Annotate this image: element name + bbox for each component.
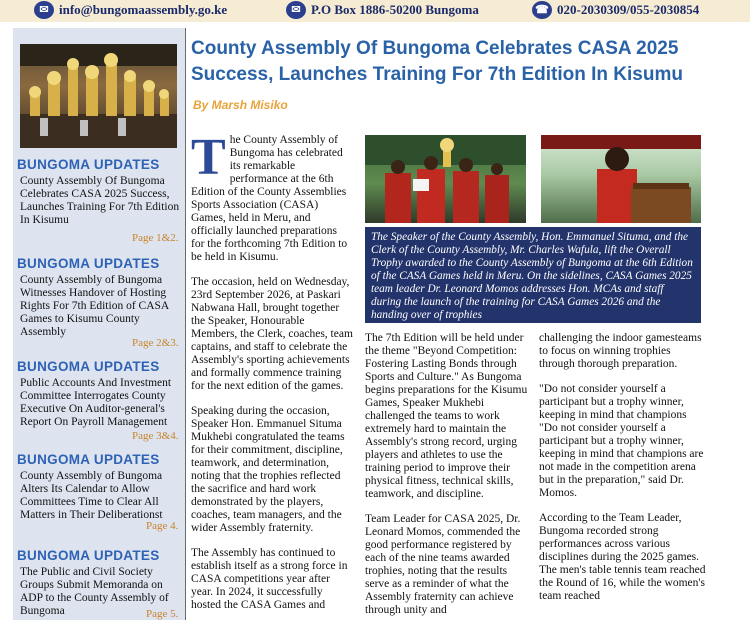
article-byline: By Marsh Misiko <box>193 98 288 112</box>
article-column-2 <box>365 332 529 629</box>
column-divider <box>185 28 186 620</box>
contact-po-box <box>286 0 479 20</box>
contact-phone[interactable] <box>532 0 699 20</box>
sidebar-item-heading: BUNGOMA UPDATES <box>17 452 160 467</box>
sidebar-item-text: The Public and Civil Society Groups Submit Memoranda on ADP to the County Assembly of Bungoma <box>20 566 169 617</box>
sidebar-item-heading: BUNGOMA UPDATES <box>17 256 160 271</box>
mail-icon: ✉ <box>286 1 306 19</box>
trophies-photo <box>20 44 177 148</box>
phone-icon: ☎ <box>532 1 552 19</box>
sidebar-item-text: Public Accounts And Investment Committee Interrogates County Executive On Auditor-general's Report On Payroll Management <box>20 377 172 428</box>
speaker-trophy-photo <box>365 135 526 223</box>
article-paragraph: The Assembly has continued to establish itself as a strong force in CASA competitions year after year. In 2024, it successfully hosted the CASA Games and <box>191 547 348 611</box>
article-paragraph: "Do not consider yourself a participant but a trophy winner, keeping in mind that champions "Do not consider yourself a participant but a trophy winner, keeping in mind that champions are not made in the competition arena but in the preparation," said Dr. Momos. <box>539 383 704 499</box>
sidebar-item-page: Page 1&2. <box>132 232 179 244</box>
article-paragraph: Team Leader for CASA 2025, Dr. Leonard Momos, commended the good performance registered by each of the nine teams awarded trophies, noting that the results serve as a reminder of what the Assembly fraternity can achieve through unity and <box>365 513 521 616</box>
article-paragraph: Speaking during the occasion, Speaker Hon. Emmanuel Situma Mukhebi congratulated the teams for their commitment, discipline, teamwork, and determination, noting that the trophies reflected the sacrifice and hard work demonstrated by the players, coaches, team managers, and the wider Assembly fraternity. <box>191 405 345 534</box>
sidebar-item-text: County Assembly Of Bungoma Celebrates CASA 2025 Success, Launches Training For 7th Edition In Kisumu <box>20 175 180 226</box>
sidebar-item-heading: BUNGOMA UPDATES <box>17 359 160 374</box>
phone-text: 020-2030309/055-2030854 <box>557 2 700 17</box>
contact-email[interactable] <box>34 0 227 20</box>
envelope-icon: ✉ <box>34 1 54 19</box>
sidebar-item-text: County Assembly of Bungoma Witnesses Handover of Hosting Rights For 7th Edition of CASA Games to Kisumu County Assembly <box>20 274 169 338</box>
article-paragraph: The occasion, held on Wednesday, 23rd September 2026, at Paskari Nabwana Hall, brought together the Speaker, Honourable Members, the Clerk, coaches, team captains, and staff to celebrate the Assembly's sporting achievements and formally commence training for the next edition of the games. <box>191 276 353 392</box>
team-leader-photo <box>541 135 701 223</box>
article-paragraph: challenging the indoor gamesteams to focus on winning trophies through thorough preparation. <box>539 332 702 370</box>
sidebar-item-page: Page 3&4. <box>132 430 179 442</box>
sidebar-item-3[interactable] <box>17 359 183 429</box>
article-paragraph: According to the Team Leader, Bungoma recorded strong performances across various disciplines during the 2025 games. The men's table tennis team reached the Round of 16, while the women's team reached <box>539 512 706 602</box>
sidebar-item-page: Page 5. <box>146 608 179 620</box>
po-box-text: P.O Box 1886-50200 Bungoma <box>311 2 479 17</box>
article-paragraph: The County Assembly of Bungoma has celebrated its remarkable performance at the 6th Edition of the County Assemblies Sports Association (CASA) Games, held in Meru, and officially launched preparations for the forthcoming 7th Edition to be held in Kisumu. <box>191 129 348 263</box>
sidebar-item-heading: BUNGOMA UPDATES <box>17 548 160 563</box>
drop-cap: T <box>191 129 226 186</box>
sidebar-item-1[interactable] <box>17 157 183 227</box>
article-paragraph: The 7th Edition will be held under the theme "Beyond Competition: Fostering Lasting Bonds through Sports and Culture." As Bungoma begins preparations for the Kisumu Games, Speaker Mukhebi challenged the teams to work extremely hard to maintain the Assembly's strong record, urging players and athletes to use the training period to improve their physical fitness, technical skills, teamwork, and discipline. <box>365 332 528 500</box>
sidebar-item-4[interactable] <box>17 452 183 522</box>
article-title: County Assembly Of Bungoma Celebrates CASA 2025 Success, Launches Training For 7th Edition In Kisumu <box>191 38 683 85</box>
sidebar-item-page: Page 4. <box>146 520 179 532</box>
sidebar-item-2[interactable] <box>17 256 183 339</box>
article-column-3 <box>539 332 707 615</box>
article-column-1 <box>191 129 353 624</box>
sidebar-item-heading: BUNGOMA UPDATES <box>17 157 160 172</box>
email-text: info@bungomaassembly.go.ke <box>59 2 228 17</box>
sidebar-item-page: Page 2&3. <box>132 337 179 349</box>
photo-caption: The Speaker of the County Assembly, Hon. Emmanuel Situma, and the Clerk of the County Assembly, Mr. Charles Wafula, lift the Overall Trophy awarded to the County Assembly of Bungoma at the 6th Edition of the CASA Games held in Meru. On the sidelines, CASA Games 2025 team leader Dr. Leonard Momos addresses Hon. MCAs and staff during the launch of the training for CASA Games 2026 and the handing over of trophies <box>365 227 701 323</box>
sidebar-item-text: County Assembly of Bungoma Alters Its Calendar to Allow Committees Time to Clear All Matters in Their Deliberationst <box>20 470 163 521</box>
